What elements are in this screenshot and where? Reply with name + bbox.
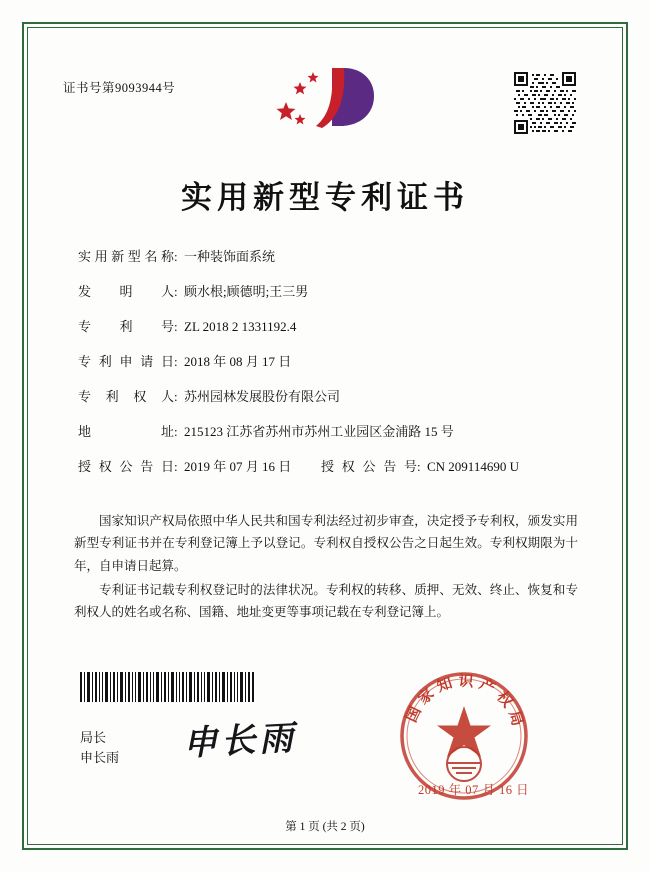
field-label: 实用新型名称 xyxy=(78,249,174,264)
field-label: 专利号 xyxy=(78,319,174,334)
field-value: 一种装饰面系统 xyxy=(184,249,276,264)
field-separator: : xyxy=(174,249,178,264)
field-row-inventors xyxy=(78,281,578,316)
field-row-grant-announcement xyxy=(78,456,578,491)
field-row-application-date xyxy=(78,351,578,386)
grant-date-label: 授权公告日 xyxy=(78,459,174,474)
director-name: 申长雨 xyxy=(80,750,120,766)
field-separator: : xyxy=(174,319,178,334)
cnipa-logo-icon xyxy=(270,62,380,134)
director-label: 局长 xyxy=(80,730,107,745)
field-separator: : xyxy=(174,389,178,404)
field-value: 顾水根;顾德明;王三男 xyxy=(184,284,309,299)
field-value: 2018 年 08 月 17 日 xyxy=(184,354,292,369)
legal-text xyxy=(74,510,578,625)
field-label: 发明人 xyxy=(78,284,174,299)
field-row-address xyxy=(78,421,578,456)
field-value: ZL 2018 2 1331192.4 xyxy=(184,319,297,334)
field-list xyxy=(78,246,578,491)
field-separator: : xyxy=(174,424,178,439)
grant-date-value: 2019 年 07 月 16 日 xyxy=(184,459,292,474)
field-separator: : xyxy=(417,459,421,474)
field-label: 专利权人 xyxy=(78,389,174,404)
field-separator: : xyxy=(174,284,178,299)
qr-code xyxy=(514,72,576,134)
handwritten-signature: 申长雨 xyxy=(182,718,299,764)
field-row-utility-model-name xyxy=(78,246,578,281)
certificate-number: 证书号第9093944号 xyxy=(63,81,176,95)
grant-number-group xyxy=(321,456,519,475)
field-separator: : xyxy=(174,354,178,369)
legal-paragraph-1: 国家知识产权局依照中华人民共和国专利法经过初步审查，决定授予专利权，颁发实用新型专利证书并在专利登记簿上予以登记。专利权自授权公告之日起生效。专利权期限为十年，自申请日起算。 xyxy=(74,514,578,573)
seal-date: 2019 年 07 月 16 日 xyxy=(418,783,530,797)
field-label: 地址 xyxy=(78,424,174,439)
field-row-patentee xyxy=(78,386,578,421)
field-row-patent-number xyxy=(78,316,578,351)
legal-paragraph-2: 专利证书记载专利权登记时的法律状况。专利权的转移、质押、无效、终止、恢复和专利权人的姓名或名称、国籍、地址变更等事项记载在专利登记簿上。 xyxy=(74,582,578,619)
field-value: 215123 江苏省苏州市苏州工业园区金浦路 15 号 xyxy=(184,424,454,439)
svg-text:国家知识产权局: 国家知识产权局 xyxy=(403,673,527,733)
page-title: 实用新型专利证书 xyxy=(181,180,469,215)
page-footer: 第 1 页 (共 2 页) xyxy=(285,821,365,833)
field-label: 专利申请日 xyxy=(78,354,174,369)
director-block xyxy=(80,728,119,768)
field-separator: : xyxy=(174,459,178,474)
barcode xyxy=(80,672,256,702)
field-value: 苏州园林发展股份有限公司 xyxy=(184,389,341,404)
grant-number-label: 授权公告号 xyxy=(321,459,417,474)
grant-number-value: CN 209114690 U xyxy=(427,459,519,474)
